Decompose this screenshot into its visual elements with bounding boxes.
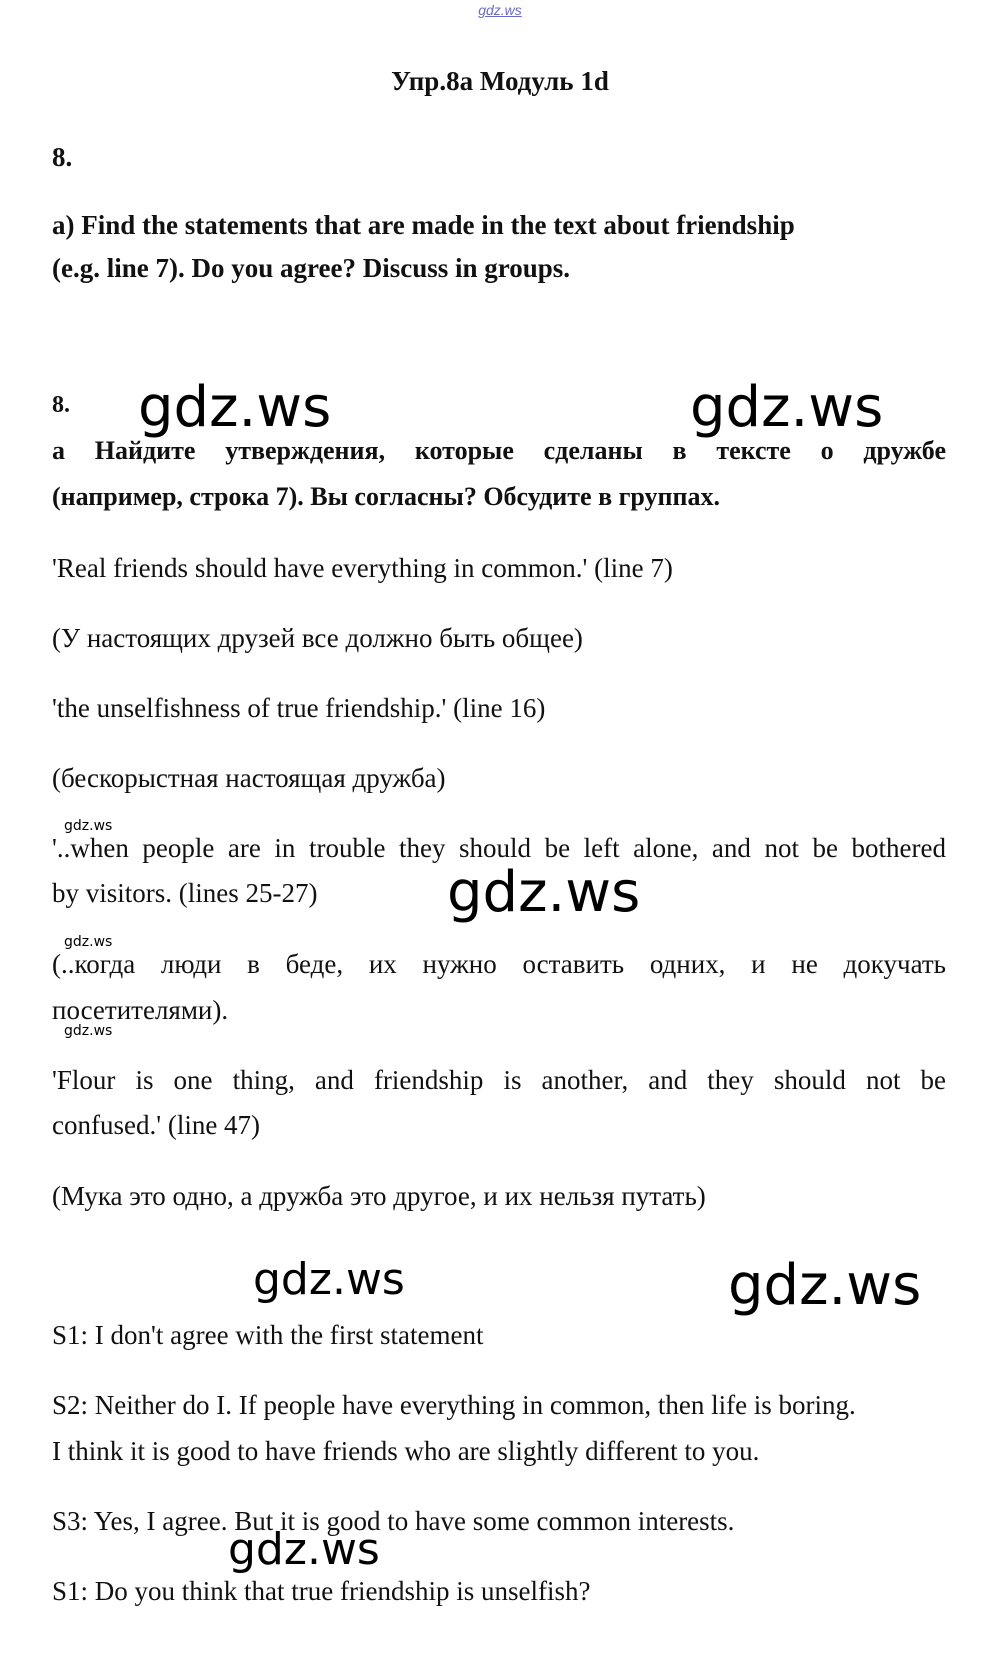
statement-4-ru: (Мука это одно, а дружба это другое, и их нельзя путать) xyxy=(52,1181,706,1211)
watermark-large-6: gdz.ws xyxy=(228,1524,380,1575)
statement-4-en-line-2: confused.' (line 47) xyxy=(52,1110,261,1140)
page-title: Упр.8a Модуль 1d xyxy=(391,66,609,96)
watermark-small-2: gdz.ws xyxy=(64,934,113,950)
watermark-small-1: gdz.ws xyxy=(64,818,113,834)
task-ru-line-1: a Найдите утверждения, которые сделаны в тексте о дружбе xyxy=(52,436,946,465)
task-ru-line-2: (например, строка 7). Вы согласны? Обсудите в группах. xyxy=(52,482,720,511)
statement-2-ru: (бескорыстная настоящая дружба) xyxy=(52,763,446,793)
dialogue-line-3: S3: Yes, I agree. But it is good to have some common interests. xyxy=(52,1506,735,1536)
task-en-number: 8. xyxy=(52,142,73,172)
watermark-large-5: gdz.ws xyxy=(728,1253,922,1318)
statement-3-ru-line-1: (..когда люди в беде, их нужно оставить одних, и не докучать xyxy=(52,949,946,979)
dialogue-line-1: S1: I don't agree with the first statement xyxy=(52,1320,484,1350)
statement-1-en: 'Real friends should have everything in common.' (line 7) xyxy=(52,553,673,583)
statement-3-en-line-1: '..when people are in trouble they should be left alone, and not be bothered xyxy=(52,833,946,863)
statement-1-ru: (У настоящих друзей все должно быть общее) xyxy=(52,623,583,653)
top-watermark: gdz.ws xyxy=(478,2,522,18)
statement-4-en-line-1: 'Flour is one thing, and friendship is another, and they should not be xyxy=(52,1065,946,1095)
watermark-large-1: gdz.ws xyxy=(138,375,332,440)
statement-3-en-line-2: by visitors. (lines 25-27) xyxy=(52,878,318,908)
statement-3-ru-line-2: посетителями). xyxy=(52,995,229,1025)
task-en-line-2: (e.g. line 7). Do you agree? Discuss in groups. xyxy=(52,253,571,283)
watermark-large-4: gdz.ws xyxy=(253,1254,405,1305)
watermark-large-2: gdz.ws xyxy=(690,375,884,440)
watermark-small-3: gdz.ws xyxy=(64,1023,113,1039)
dialogue-line-2a: S2: Neither do I. If people have everything in common, then life is boring. xyxy=(52,1390,856,1420)
task-ru-number: 8. xyxy=(52,392,70,418)
task-en-line-1: a) Find the statements that are made in the text about friendship xyxy=(52,210,795,240)
statement-2-en: 'the unselfishness of true friendship.' (line 16) xyxy=(52,693,546,723)
watermark-large-3: gdz.ws xyxy=(447,860,641,925)
dialogue-line-4: S1: Do you think that true friendship is unselfish? xyxy=(52,1576,591,1606)
dialogue-line-2b: I think it is good to have friends who are slightly different to you. xyxy=(52,1436,760,1466)
